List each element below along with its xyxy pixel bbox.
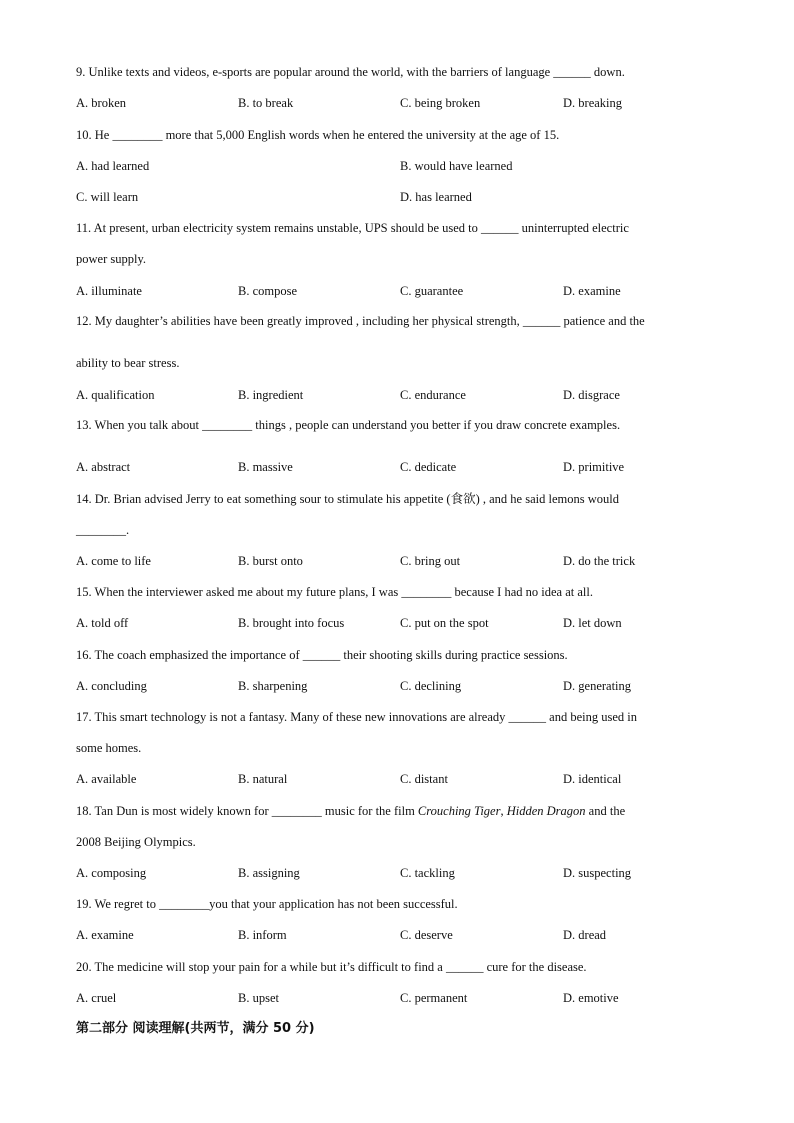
question-19-options [76,927,756,943]
question-12-options [76,387,756,403]
option-c: C. distant [400,772,448,786]
question-9-options [76,95,756,111]
question-18-options [76,865,756,881]
question-18-text-cont: 2008 Beijing Olympics. [76,835,196,849]
question-11-options [76,283,756,299]
option-b: B. natural [238,772,288,786]
option-a: A. available [76,772,137,786]
option-c: C. declining [400,679,462,693]
question-15-options [76,615,756,631]
option-b: B. massive [238,460,293,474]
question-10-text: 10. He ________ more that 5,000 English words when he entered the university at the age of 15. [76,128,560,142]
option-d: D. do the trick [563,554,636,568]
option-c: C. deserve [400,928,453,942]
option-b: B. compose [238,284,298,298]
question-17-options [76,771,756,787]
option-a: A. had learned [76,159,150,173]
question-19-text: 19. We regret to ________you that your application has not been successful. [76,897,458,911]
question-11-text-cont: power supply. [76,252,147,266]
question-17-text-cont: some homes. [76,741,142,755]
option-b: B. brought into focus [238,616,345,630]
option-c: C. being broken [400,96,481,110]
question-16-options [76,678,756,694]
option-a: A. concluding [76,679,147,693]
option-b: B. would have learned [400,159,513,173]
question-18-text [76,803,625,819]
section-heading: 第二部分 阅读理解(共两节，满分 50 分) [76,1021,315,1036]
option-b: B. upset [238,991,279,1005]
option-b: B. inform [238,928,287,942]
question-14-options [76,553,756,569]
option-c: C. guarantee [400,284,464,298]
option-c: C. will learn [76,190,139,204]
question-18-text-part2: , [500,804,507,818]
question-10-options-row2 [76,189,756,205]
option-d: D. examine [563,284,621,298]
question-18-text-part1: 18. Tan Dun is most widely known for ________ music for the film [76,804,418,818]
option-d: D. emotive [563,991,619,1005]
option-a: A. qualification [76,388,155,402]
option-d: D. generating [563,679,632,693]
option-b: B. assigning [238,866,300,880]
question-11-text: 11. At present, urban electricity system remains unstable, UPS should be used to ______ uninterrupted electric [76,221,629,235]
question-18-text-part3: and the [585,804,626,818]
option-d: D. dread [563,928,607,942]
option-c: C. tackling [400,866,455,880]
option-d: D. primitive [563,460,625,474]
option-c: C. bring out [400,554,461,568]
option-a: A. broken [76,96,126,110]
option-a: A. cruel [76,991,117,1005]
question-14-text: 14. Dr. Brian advised Jerry to eat something sour to stimulate his appetite (食欲) , and he said lemons would [76,492,619,506]
option-d: D. has learned [400,190,472,204]
question-12-text-cont: ability to bear stress. [76,356,180,370]
question-13-text: 13. When you talk about ________ things , people can understand you better if you draw concrete examples. [76,418,621,432]
option-c: C. put on the spot [400,616,489,630]
option-a: A. abstract [76,460,131,474]
option-b: B. to break [238,96,294,110]
option-b: B. sharpening [238,679,308,693]
option-a: A. told off [76,616,129,630]
question-15-text: 15. When the interviewer asked me about my future plans, I was ________ because I had no idea at all. [76,585,593,599]
option-d: D. identical [563,772,622,786]
question-17-text: 17. This smart technology is not a fantasy. Many of these new innovations are already ______ and being used in [76,710,637,724]
film-title-part2: Hidden Dragon [506,804,586,818]
option-c: C. permanent [400,991,468,1005]
option-c: C. endurance [400,388,466,402]
question-20-text: 20. The medicine will stop your pain for a while but it’s difficult to find a ______ cure for the disease. [76,960,587,974]
option-d: D. let down [563,616,622,630]
question-12-text: 12. My daughter’s abilities have been greatly improved , including her physical strength, ______ patience and the [76,314,645,328]
option-b: B. ingredient [238,388,304,402]
question-20-options [76,990,756,1006]
option-d: D. suspecting [563,866,632,880]
option-a: A. illuminate [76,284,142,298]
option-a: A. examine [76,928,134,942]
option-d: D. breaking [563,96,623,110]
option-b: B. burst onto [238,554,303,568]
question-10-options-row1 [76,158,756,174]
option-a: A. come to life [76,554,151,568]
option-c: C. dedicate [400,460,457,474]
question-13-options [76,459,756,475]
question-16-text: 16. The coach emphasized the importance of ______ their shooting skills during practice sessions. [76,648,568,662]
question-14-text-cont: ________. [76,523,130,537]
film-title-part1: Crouching Tiger [417,804,501,818]
option-d: D. disgrace [563,388,620,402]
option-a: A. composing [76,866,147,880]
question-9-text: 9. Unlike texts and videos, e-sports are popular around the world, with the barriers of language ______ down. [76,65,625,79]
